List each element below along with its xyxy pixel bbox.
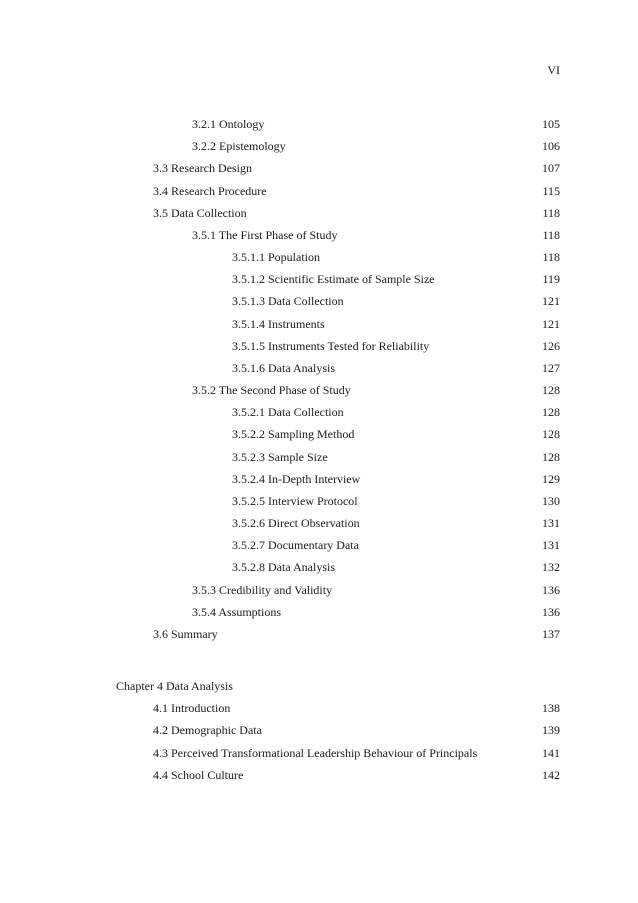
- toc-entry[interactable]: [232, 316, 638, 332]
- toc-entry-title: 3.5.1.2 Scientific Estimate of Sample Size: [232, 272, 435, 287]
- toc-entry-page: 119: [542, 272, 560, 287]
- toc-entry-page: 142: [542, 767, 560, 782]
- toc-entry-page: 128: [542, 383, 560, 398]
- toc-entry-title: 3.5.3 Credibility and Validity: [192, 582, 333, 597]
- toc-entry[interactable]: [232, 449, 638, 465]
- toc-entry-page: 118: [542, 227, 560, 242]
- toc-entry[interactable]: [232, 559, 638, 575]
- toc-entry-page: 138: [542, 701, 560, 716]
- toc-entry[interactable]: [192, 227, 638, 243]
- toc-entry-title: 3.5.2.6 Direct Observation: [232, 516, 360, 531]
- toc-entry-page: 129: [542, 471, 560, 486]
- toc-entry-title: 3.5.1.5 Instruments Tested for Reliability: [232, 338, 430, 353]
- page-number: VI: [547, 63, 560, 77]
- toc-entry[interactable]: [153, 767, 638, 783]
- toc-entry[interactable]: [153, 722, 638, 738]
- toc-entry-title: 3.5.2 The Second Phase of Study: [192, 383, 351, 398]
- toc-entry-page: 107: [542, 161, 560, 176]
- toc-entry-title: 3.5.2.8 Data Analysis: [232, 560, 335, 575]
- toc-entry-page: 128: [542, 405, 560, 420]
- toc-entry[interactable]: [116, 678, 638, 694]
- toc-entry-page: 136: [542, 582, 560, 597]
- toc-entry[interactable]: [192, 116, 638, 132]
- toc-entry-page: 115: [542, 183, 560, 198]
- toc-entry-page: 130: [542, 493, 560, 508]
- toc-entry[interactable]: [153, 700, 638, 716]
- toc-entry-page: 118: [542, 205, 560, 220]
- toc-entry-page: 128: [542, 449, 560, 464]
- toc-entry-title: 3.5.1 The First Phase of Study: [192, 227, 338, 242]
- toc-entry-page: 121: [542, 316, 560, 331]
- toc-entry-title: 3.5.1.3 Data Collection: [232, 294, 344, 309]
- toc-entry-title: 3.5.1.1 Population: [232, 250, 321, 265]
- toc-entry-title: 3.5.2.4 In-Depth Interview: [232, 471, 361, 486]
- toc-entry-title: 3.4 Research Procedure: [153, 183, 267, 198]
- toc-entry-title: 3.2.2 Epistemology: [192, 139, 286, 154]
- toc-entry-page: 139: [542, 723, 560, 738]
- toc-entry-page: 128: [542, 427, 560, 442]
- toc-entry-title: 3.5.2.5 Interview Protocol: [232, 493, 358, 508]
- toc-entry[interactable]: [232, 293, 638, 309]
- toc-entry-title: 3.5.2.1 Data Collection: [232, 405, 344, 420]
- toc-entry[interactable]: [232, 338, 638, 354]
- toc-entry[interactable]: [153, 205, 638, 221]
- toc-entry[interactable]: [153, 160, 638, 176]
- toc-entry[interactable]: [232, 493, 638, 509]
- toc-entry[interactable]: [232, 515, 638, 531]
- toc-entry[interactable]: [232, 471, 638, 487]
- toc-entry[interactable]: [232, 360, 638, 376]
- toc-entry-page: 121: [542, 294, 560, 309]
- toc-entry-page: 137: [542, 626, 560, 641]
- toc-entry[interactable]: [192, 604, 638, 620]
- toc-entry[interactable]: [153, 745, 638, 761]
- toc-entry[interactable]: [232, 537, 638, 553]
- toc-entry[interactable]: [192, 582, 638, 598]
- toc-entry-page: 106: [542, 139, 560, 154]
- toc-entry[interactable]: [232, 404, 638, 420]
- toc-entry[interactable]: [153, 183, 638, 199]
- toc-entry-title: 3.5.4 Assumptions: [192, 604, 282, 619]
- toc-entry-title: 4.4 School Culture: [153, 767, 244, 782]
- toc-entry-title: 3.2.1 Ontology: [192, 117, 265, 131]
- toc-entry[interactable]: [153, 626, 638, 642]
- toc-entry-title: 3.5.1.4 Instruments: [232, 316, 325, 331]
- toc-entry-page: 136: [542, 604, 560, 619]
- toc-entry-page: 127: [542, 360, 560, 375]
- toc-entry-title: 3.6 Summary: [153, 626, 218, 641]
- toc-entry-title: 4.1 Introduction: [153, 701, 231, 716]
- toc-entry[interactable]: [232, 271, 638, 287]
- toc-entry-title: 3.5 Data Collection: [153, 205, 247, 220]
- toc-entry[interactable]: [232, 249, 638, 265]
- toc-entry-title: 4.3 Perceived Transformational Leadership Behaviour of Principals: [153, 745, 478, 760]
- toc-entry-title: 3.3 Research Design: [153, 161, 252, 176]
- toc-entry-page: 131: [542, 516, 560, 531]
- toc-entry-page: 131: [542, 538, 560, 553]
- toc-entry-title: 4.2 Demographic Data: [153, 723, 262, 738]
- toc-entry-title: Chapter 4 Data Analysis: [116, 679, 233, 694]
- toc-entry-page: 141: [542, 745, 560, 760]
- toc-entry-page: 126: [542, 338, 560, 353]
- toc-entry-title: 3.5.2.3 Sample Size: [232, 449, 328, 464]
- toc-entry-title: 3.5.2.7 Documentary Data: [232, 538, 359, 553]
- toc-entry-page: 105: [542, 117, 560, 131]
- toc-entry[interactable]: [192, 382, 638, 398]
- toc-entry-page: 132: [542, 560, 560, 575]
- toc-entry[interactable]: [192, 138, 638, 154]
- toc-entry[interactable]: [232, 426, 638, 442]
- toc-entry-title: 3.5.1.6 Data Analysis: [232, 360, 335, 375]
- toc-entry-title: 3.5.2.2 Sampling Method: [232, 427, 355, 442]
- toc-entry-page: 118: [542, 250, 560, 265]
